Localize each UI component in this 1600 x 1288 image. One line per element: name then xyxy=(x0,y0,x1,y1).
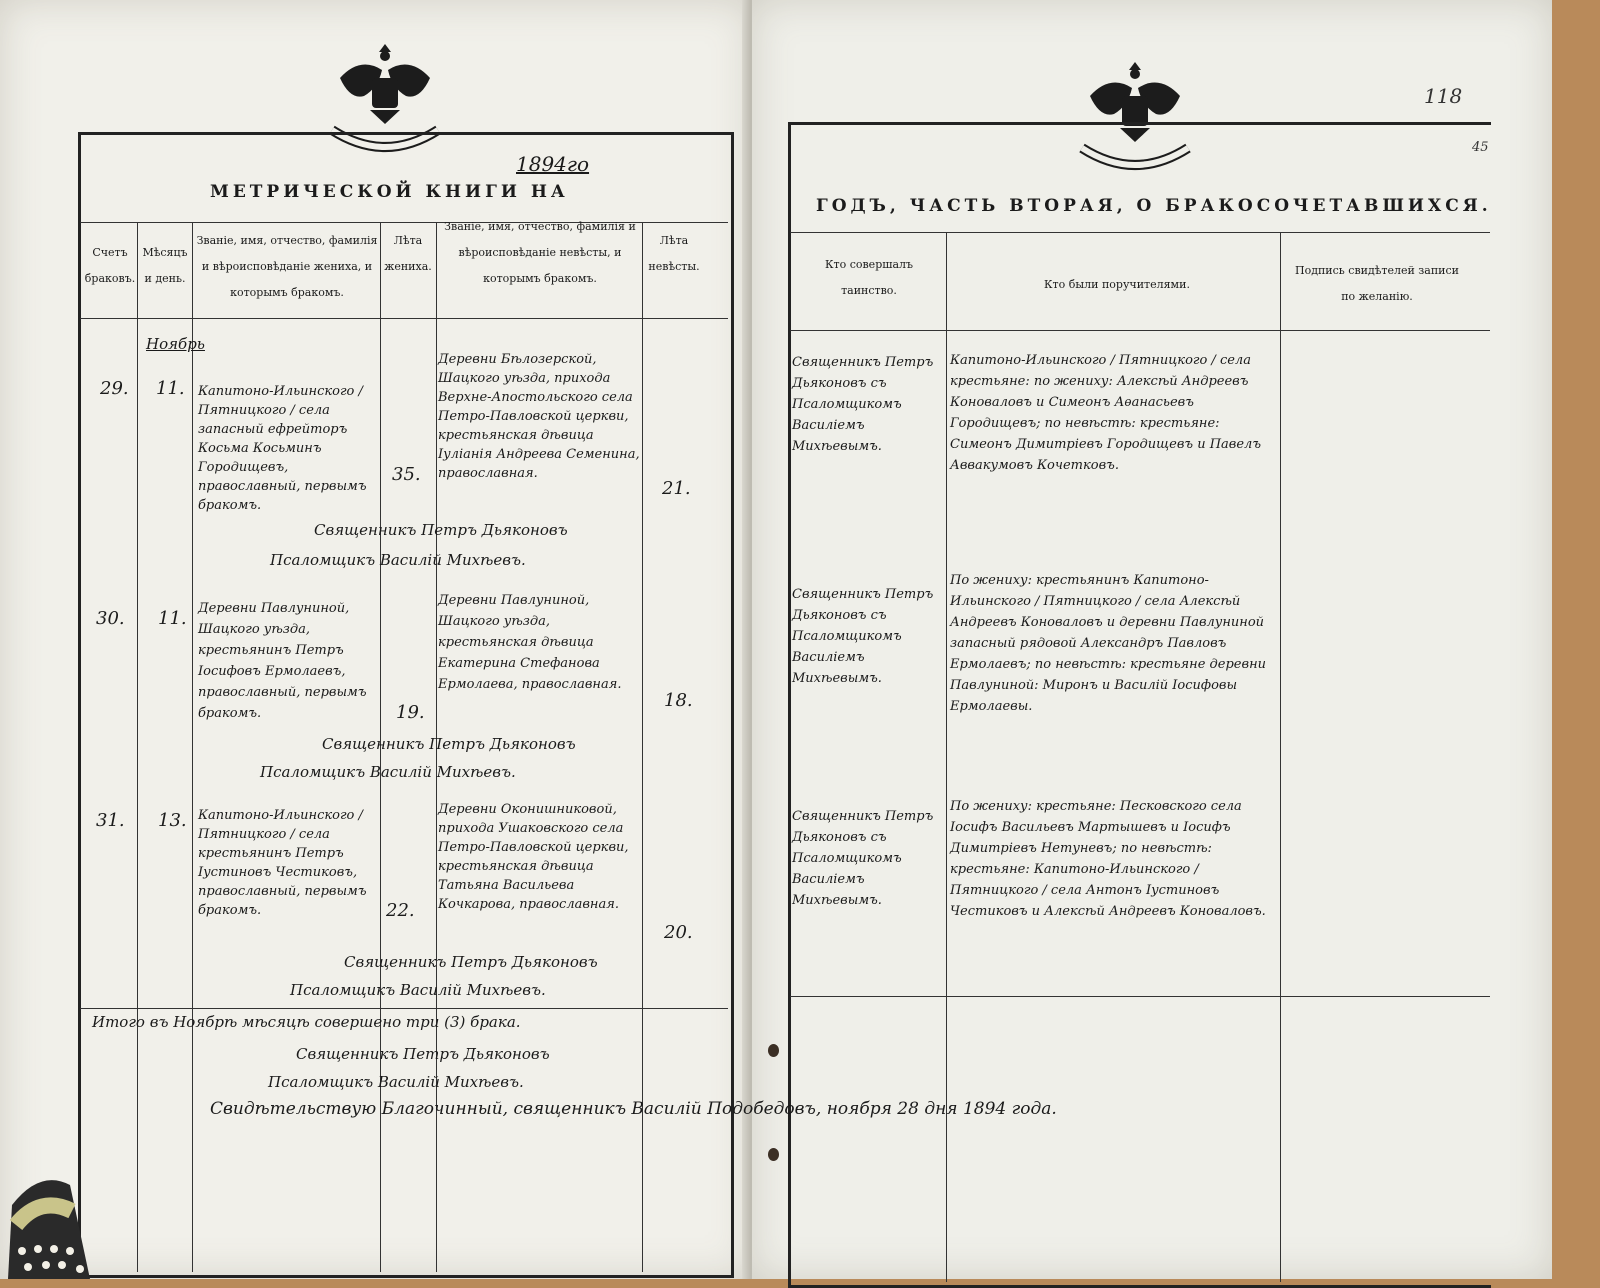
bride-age: 21. xyxy=(662,478,691,499)
col-divider xyxy=(137,222,138,1272)
groom-age: 19. xyxy=(396,702,425,723)
entry-day: 13. xyxy=(158,810,187,831)
sureties: Капитоно-Ильинского / Пятницкого / села крестьяне: по жениху: Алексѣй Андреевъ Коноваловъ и Симеонъ Аѳанасьевъ Городищевъ; по невѣстѣ: крестьяне: Симеонъ Димитріевъ Городищевъ и Павелъ Аввакумовъ Кочетковъ. xyxy=(950,353,1261,473)
groom-details: Капитоно-Ильинского / Пятницкого / села запасный ефрейторъ Косьма Косьминъ Городищевъ, православный, первымъ бракомъ. xyxy=(198,384,367,513)
entry-count: 29. xyxy=(100,378,129,399)
summary-rule xyxy=(80,1008,728,1009)
binding-hole xyxy=(768,1148,779,1161)
col-divider xyxy=(192,222,193,1272)
bottom-rule xyxy=(790,996,1490,997)
col-head-bride: Званіе, имя, отчество, фамилія и вѣроисповѣданіе невѣсты, и которымъ бракомъ. xyxy=(444,220,636,285)
dean-certification: Свидѣтельствую Благочинный, священникъ Василій Подобедовъ, ноября 28 дня 1894 года. xyxy=(210,1099,1057,1119)
month-label: Ноябрь xyxy=(146,335,205,353)
groom-details: Капитоно-Ильинского / Пятницкого / села крестьянинъ Петръ Іустиновъ Честиковъ, православный, первымъ бракомъ. xyxy=(198,808,367,918)
right-page xyxy=(752,0,1552,1279)
left-heading: МЕТРИЧЕСКОЙ КНИГИ НА xyxy=(210,182,569,202)
bride-details: Деревни Павлуниной, Шацкого уѣзда, крестьянская дѣвица Екатерина Стефанова Ермолаева, православная. xyxy=(438,593,622,692)
col-head-groom-age: Лѣта жениха. xyxy=(384,234,432,273)
officiating-clergy: Священникъ Петръ Дьяконовъ съ Псаломщикомъ Василіемъ Михѣевымъ. xyxy=(792,587,934,686)
sureties: По жениху: крестьянинъ Капитоно-Ильинского / Пятницкого / села Алексѣй Андреевъ Коноваловъ и деревни Павлуниной запасный рядовой Александръ Павловъ Ермолаевъ; по невѣстѣ: крестьяне деревни Павлуниной: Миронъ и Василій Іосифовы Ермолаевы. xyxy=(950,573,1267,714)
col-head-sureties: Кто были поручителями. xyxy=(1044,278,1190,291)
col-head-count: Счетъ браковъ. xyxy=(84,246,136,285)
entry-day: 11. xyxy=(158,608,187,629)
psalmist-signature: Псаломщикъ Василій Михѣевъ. xyxy=(260,763,516,781)
bride-details: Деревни Оконишниковой, прихода Ушаковского села Петро-Павловской церкви, крестьянская дѣвица Татьяна Васильева Кочкарова, православная. xyxy=(438,802,629,912)
col-divider xyxy=(946,232,947,1282)
thread-spool-object xyxy=(0,1165,92,1279)
officiating-clergy: Священникъ Петръ Дьяконовъ съ Псаломщикомъ Василіемъ Михѣевымъ. xyxy=(792,809,934,908)
bride-age: 18. xyxy=(664,690,693,711)
left-page xyxy=(0,0,752,1279)
officiating-clergy: Священникъ Петръ Дьяконовъ съ Псаломщикомъ Василіемъ Михѣевымъ. xyxy=(792,355,934,454)
entry-count: 31. xyxy=(96,810,125,831)
header-bottom-rule xyxy=(790,330,1490,331)
col-head-date: Мѣсяцъ и день. xyxy=(142,246,188,285)
groom-details: Деревни Павлуниной, Шацкого уѣзда, крестьянинъ Петръ Іосифовъ Ермолаевъ, православный, первымъ бракомъ. xyxy=(198,601,367,721)
psalmist-signature: Псаломщикъ Василій Михѣевъ. xyxy=(270,551,526,569)
bride-details: Деревни Бѣлозерской, Шацкого уѣзда, прихода Верхне-Апостольского села Петро-Павловской церкви, крестьянская дѣвица Іуліанія Андреева Семенина, православная. xyxy=(438,352,640,481)
corner-number: 45 xyxy=(1472,140,1489,155)
col-head-witness-signature: Подпись свидѣтелей записи по желанію. xyxy=(1294,264,1460,303)
month-summary: Итого въ Ноябрѣ мѣсяцѣ совершено три (3) брака. xyxy=(92,1013,521,1031)
groom-age: 35. xyxy=(392,464,421,485)
clergy-signature: Священникъ Петръ Дьяконовъ xyxy=(344,953,598,971)
folio-number: 118 xyxy=(1424,84,1463,108)
col-head-clergy: Кто совершалъ таинство. xyxy=(824,258,914,297)
summary-clergy-signature: Священникъ Петръ Дьяконовъ xyxy=(296,1045,550,1063)
right-heading: ГОДЪ, ЧАСТЬ ВТОРАЯ, О БРАКОСОЧЕТАВШИХСЯ. xyxy=(816,196,1492,216)
binding-hole xyxy=(768,1044,779,1057)
groom-age: 22. xyxy=(386,900,415,921)
psalmist-signature: Псаломщикъ Василій Михѣевъ. xyxy=(290,981,546,999)
clergy-signature: Священникъ Петръ Дьяконовъ xyxy=(314,521,568,539)
entry-day: 11. xyxy=(156,378,185,399)
col-divider xyxy=(1280,232,1281,1282)
header-bottom-rule xyxy=(80,318,728,319)
header-rule xyxy=(790,232,1490,233)
year-handwritten: 1894го xyxy=(516,152,590,176)
clergy-signature: Священникъ Петръ Дьяконовъ xyxy=(322,735,576,753)
col-head-groom: Званіе, имя, отчество, фамилія и вѣроисповѣданіе жениха, и которымъ бракомъ. xyxy=(196,234,378,299)
bride-age: 20. xyxy=(664,922,693,943)
sureties: По жениху: крестьяне: Песковского села Іосифъ Васильевъ Мартышевъ и Іосифъ Димитріевъ Нетуневъ; по невѣстѣ: крестьяне: Капитоно-Ильинского / Пятницкого / села Антонъ Іустиновъ Честиковъ и Алексѣй Андреевъ Коноваловъ. xyxy=(950,799,1266,919)
summary-psalmist-signature: Псаломщикъ Василій Михѣевъ. xyxy=(268,1073,524,1091)
col-head-bride-age: Лѣта невѣсты. xyxy=(648,234,700,273)
entry-count: 30. xyxy=(96,608,125,629)
